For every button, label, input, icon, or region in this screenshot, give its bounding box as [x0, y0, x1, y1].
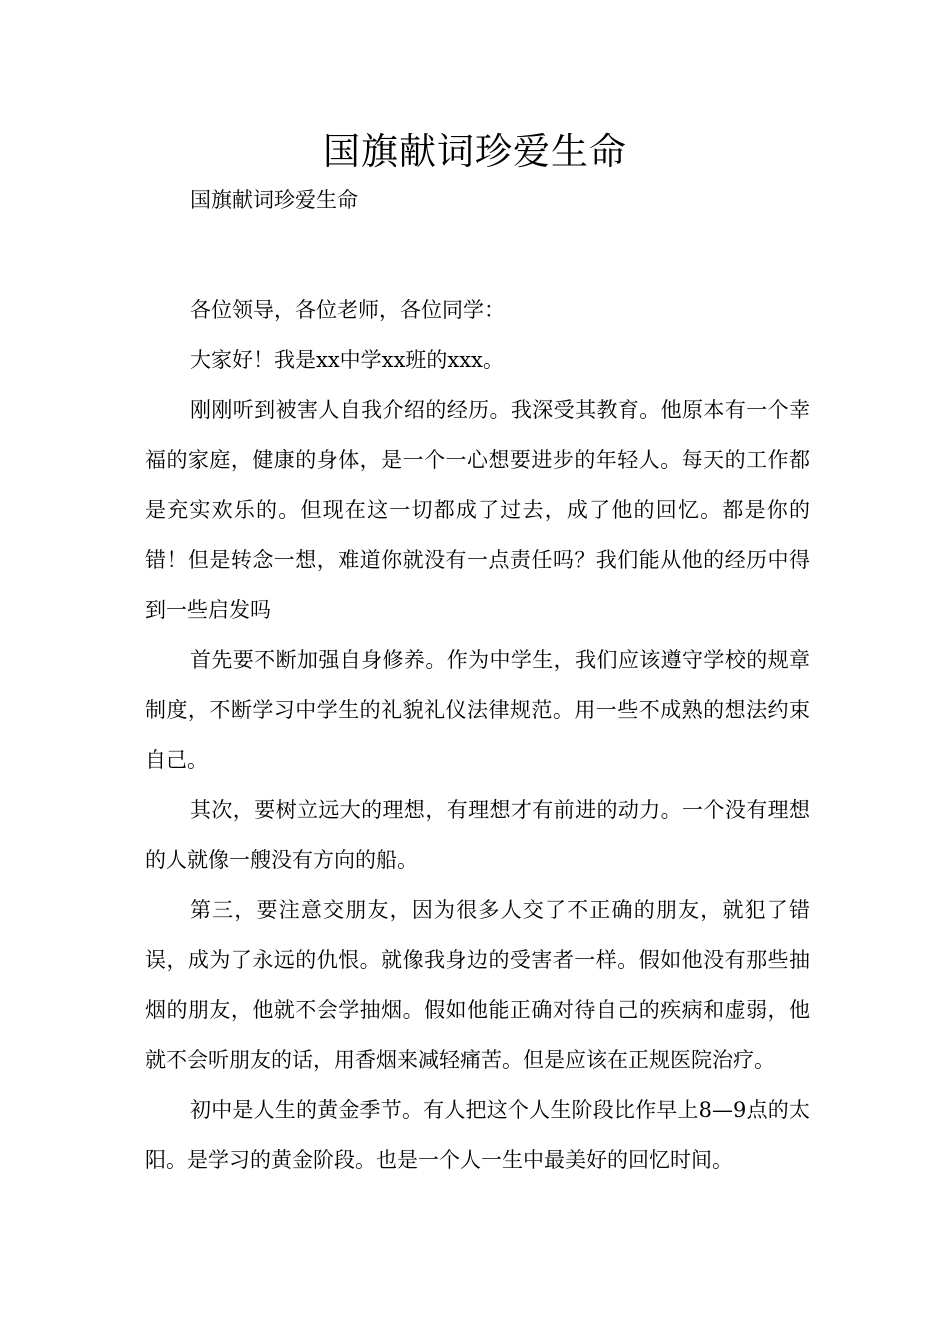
document-subtitle: 国旗献词珍爱生命 — [190, 188, 358, 212]
paragraph-golden-season: 初中是人生的黄金季节。有人把这个人生阶段比作早上8—9点的太阳。是学习的黄金阶段。也是一个人一生中最美好的回忆时间。 — [145, 1098, 810, 1172]
paragraph-first-point: 首先要不断加强自身修养。作为中学生，我们应该遵守学校的规章制度，不断学习中学生的礼貌礼仪法律规范。用一些不成熟的想法约束自己。 — [145, 648, 810, 772]
paragraph-third-point: 第三，要注意交朋友，因为很多人交了不正确的朋友，就犯了错误，成为了永远的仇恨。就像我身边的受害者一样。假如他没有那些抽烟的朋友，他就不会学抽烟。假如他能正确对待自己的疾病和虚弱，他就不会听朋友的话，用香烟来减轻痛苦。但是应该在正规医院治疗。 — [145, 898, 810, 1072]
paragraph-experience: 刚刚听到被害人自我介绍的经历。我深受其教育。他原本有一个幸福的家庭，健康的身体，是一个一心想要进步的年轻人。每天的工作都是充实欢乐的。但现在这一切都成了过去，成了他的回忆。都是你的错！但是转念一想，难道你就没有一点责任吗？我们能从他的经历中得到一些启发吗 — [145, 398, 810, 622]
paragraph-greeting: 各位领导，各位老师，各位同学： — [190, 298, 505, 322]
document-body — [145, 285, 810, 1185]
paragraph-intro: 大家好！我是xx中学xx班的xxx。 — [190, 348, 504, 372]
paragraph-second-point: 其次，要树立远大的理想，有理想才有前进的动力。一个没有理想的人就像一艘没有方向的船。 — [145, 798, 810, 872]
document-title: 国旗献词珍爱生命 — [323, 130, 627, 173]
